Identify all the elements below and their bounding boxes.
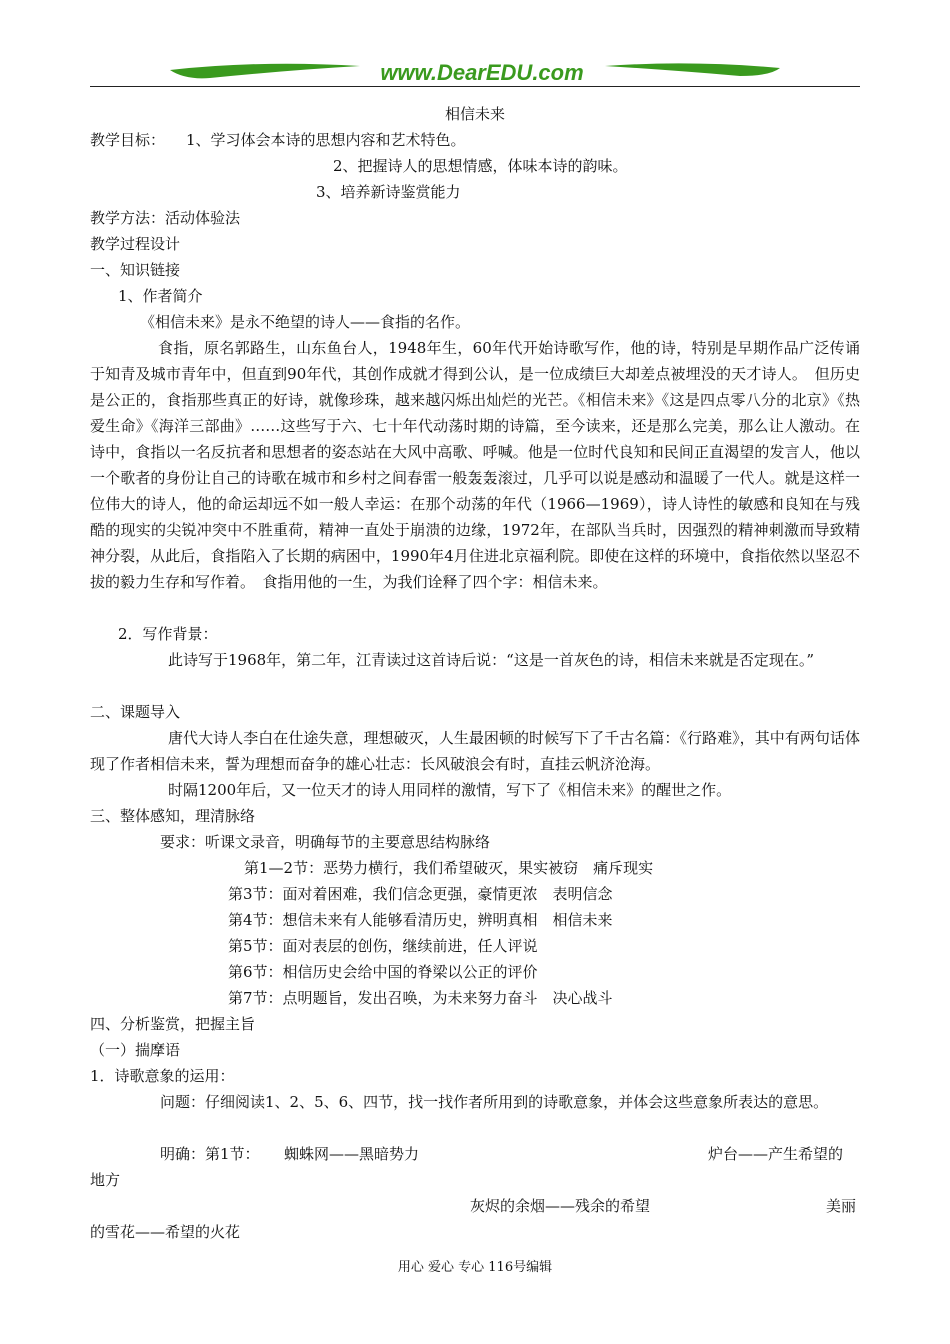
objective-1: 1、学习体会本诗的思想内容和艺术特色。 <box>186 131 466 149</box>
structure-item: 第5节：面对表层的创伤，继续前进，任人评说 <box>228 937 538 955</box>
objective-3: 3、培养新诗鉴赏能力 <box>316 183 461 201</box>
section4-heading: 四、分析鉴赏，把握主旨 <box>90 1015 256 1033</box>
teaching-method: 教学方法：活动体验法 <box>90 209 241 227</box>
imagery-3: 灰烬的余烟——残余的希望 <box>470 1197 651 1215</box>
imagery-heading: 1．诗歌意象的运用： <box>90 1067 235 1085</box>
background-text: 此诗写于1968年，第二年，江青读过这首诗后说：“这是一首灰色的诗，相信未来就是否定现在。” <box>168 651 815 669</box>
structure-item: 第6节：相信历史会给中国的脊梁以公正的评价 <box>228 963 538 981</box>
answer-label: 明确：第1节： <box>160 1145 260 1163</box>
objectives-label: 教学目标： <box>90 131 166 149</box>
intro-line: 《相信未来》是永不绝望的诗人——食指的名作。 <box>140 313 471 331</box>
imagery-2-cont: 地方 <box>90 1171 121 1189</box>
section4-sub1: （一）揣摩语 <box>90 1041 181 1059</box>
brand-text: www.DearEDU.com <box>380 60 584 85</box>
section1-heading: 一、知识链接 <box>90 261 181 279</box>
section2-heading: 二、课题导入 <box>90 703 181 721</box>
section2-para2: 时隔1200年后，又一位天才的诗人用同样的激情，写下了《相信未来》的醒世之作。 <box>168 781 732 799</box>
section2-para1: 唐代大诗人李白在仕途失意，理想破灭，人生最困顿的时候写下了千古名篇：《行路难》，其中有两句话体现了作者相信未来，誓为理想而奋争的雄心壮志：长风破浪会有时，直挂云帆济沧海。 <box>90 729 860 773</box>
header-rule <box>90 86 860 87</box>
author-bio: 食指，原名郭路生，山东鱼台人，1948年生，60年代开始诗歌写作，他的诗，特别是早期作品广泛传诵于知青及城市青年中，但直到90年代，其创作成就才得到公认，是一位成绩巨大却差点被埋没的天才诗人。 但历史是公正的，食指那些真正的好诗，就像珍珠，越来越闪烁出灿烂的光芒。《相信未来》《这是四点零八分的北京》《热爱生命》《海洋三部曲》……这些写于六、七十年代动荡时期的诗篇，至今读来，还是那么完美，那么让人激动。在诗中，食指以一名反抗者和思想者的姿态站在大风中高歌、呼喊。他是一位时代良知和民间正直渴望的发言人，他以一个歌者的身份让自己的诗歌在城市和乡村之间春雷一般轰轰滚过，几乎可以说是感动和温暖了一代人。就是这样一位伟大的诗人，他的命运却远不如一般人幸运：在那个动荡的年代（1966—1969），诗人诗性的敏感和良知在与残酷的现实的尖锐冲突中不胜重荷，精神一直处于崩溃的边缘，1972年，在部队当兵时，因强烈的精神刺激而导致精神分裂，从此后，食指陷入了长期的病困中，1990年4月住进北京福利院。即使在这样的环境中，食指依然以坚忍不拔的毅力生存和写作着。 食指用他的一生，为我们诠释了四个字：相信未来。 <box>90 339 860 591</box>
structure-item: 第1—2节：恶势力横行，我们希望破灭，果实被窃 痛斥现实 <box>244 859 654 877</box>
header-swoosh-logo <box>90 58 860 94</box>
imagery-4: 美丽 <box>826 1197 857 1215</box>
imagery-question: 问题：仔细阅读1、2、5、6、四节，找一找作者所用到的诗歌意象，并体会这些意象所表达的意思。 <box>160 1093 829 1111</box>
section3-heading: 三、整体感知，理清脉络 <box>90 807 256 825</box>
page-title: 相信未来 <box>444 105 505 123</box>
process-heading: 教学过程设计 <box>90 235 181 253</box>
imagery-2: 炉台——产生希望的 <box>708 1145 844 1163</box>
structure-item: 第4节：想信未来有人能够看清历史，辨明真相 相信未来 <box>228 911 613 929</box>
structure-item: 第3节：面对着困难，我们信念更强，豪情更浓 表明信念 <box>228 885 613 903</box>
site-header-banner <box>90 58 860 94</box>
author-intro-heading: 1、作者简介 <box>118 287 203 305</box>
background-heading: 2．写作背景： <box>118 625 218 643</box>
imagery-1: 蜘蛛网——黑暗势力 <box>284 1145 420 1163</box>
structure-item: 第7节：点明题旨，发出召唤，为未来努力奋斗 决心战斗 <box>228 989 613 1007</box>
right-swoosh <box>605 63 780 76</box>
objective-2: 2、把握诗人的思想情感，体味本诗的韵味。 <box>333 157 628 175</box>
left-swoosh <box>170 64 360 79</box>
imagery-4-cont: 的雪花——希望的火花 <box>90 1223 241 1241</box>
section3-requirement: 要求：听课文录音，明确每节的主要意思结构脉络 <box>160 833 491 851</box>
page-footer: 用心 爱心 专心 116号编辑 <box>397 1260 553 1275</box>
